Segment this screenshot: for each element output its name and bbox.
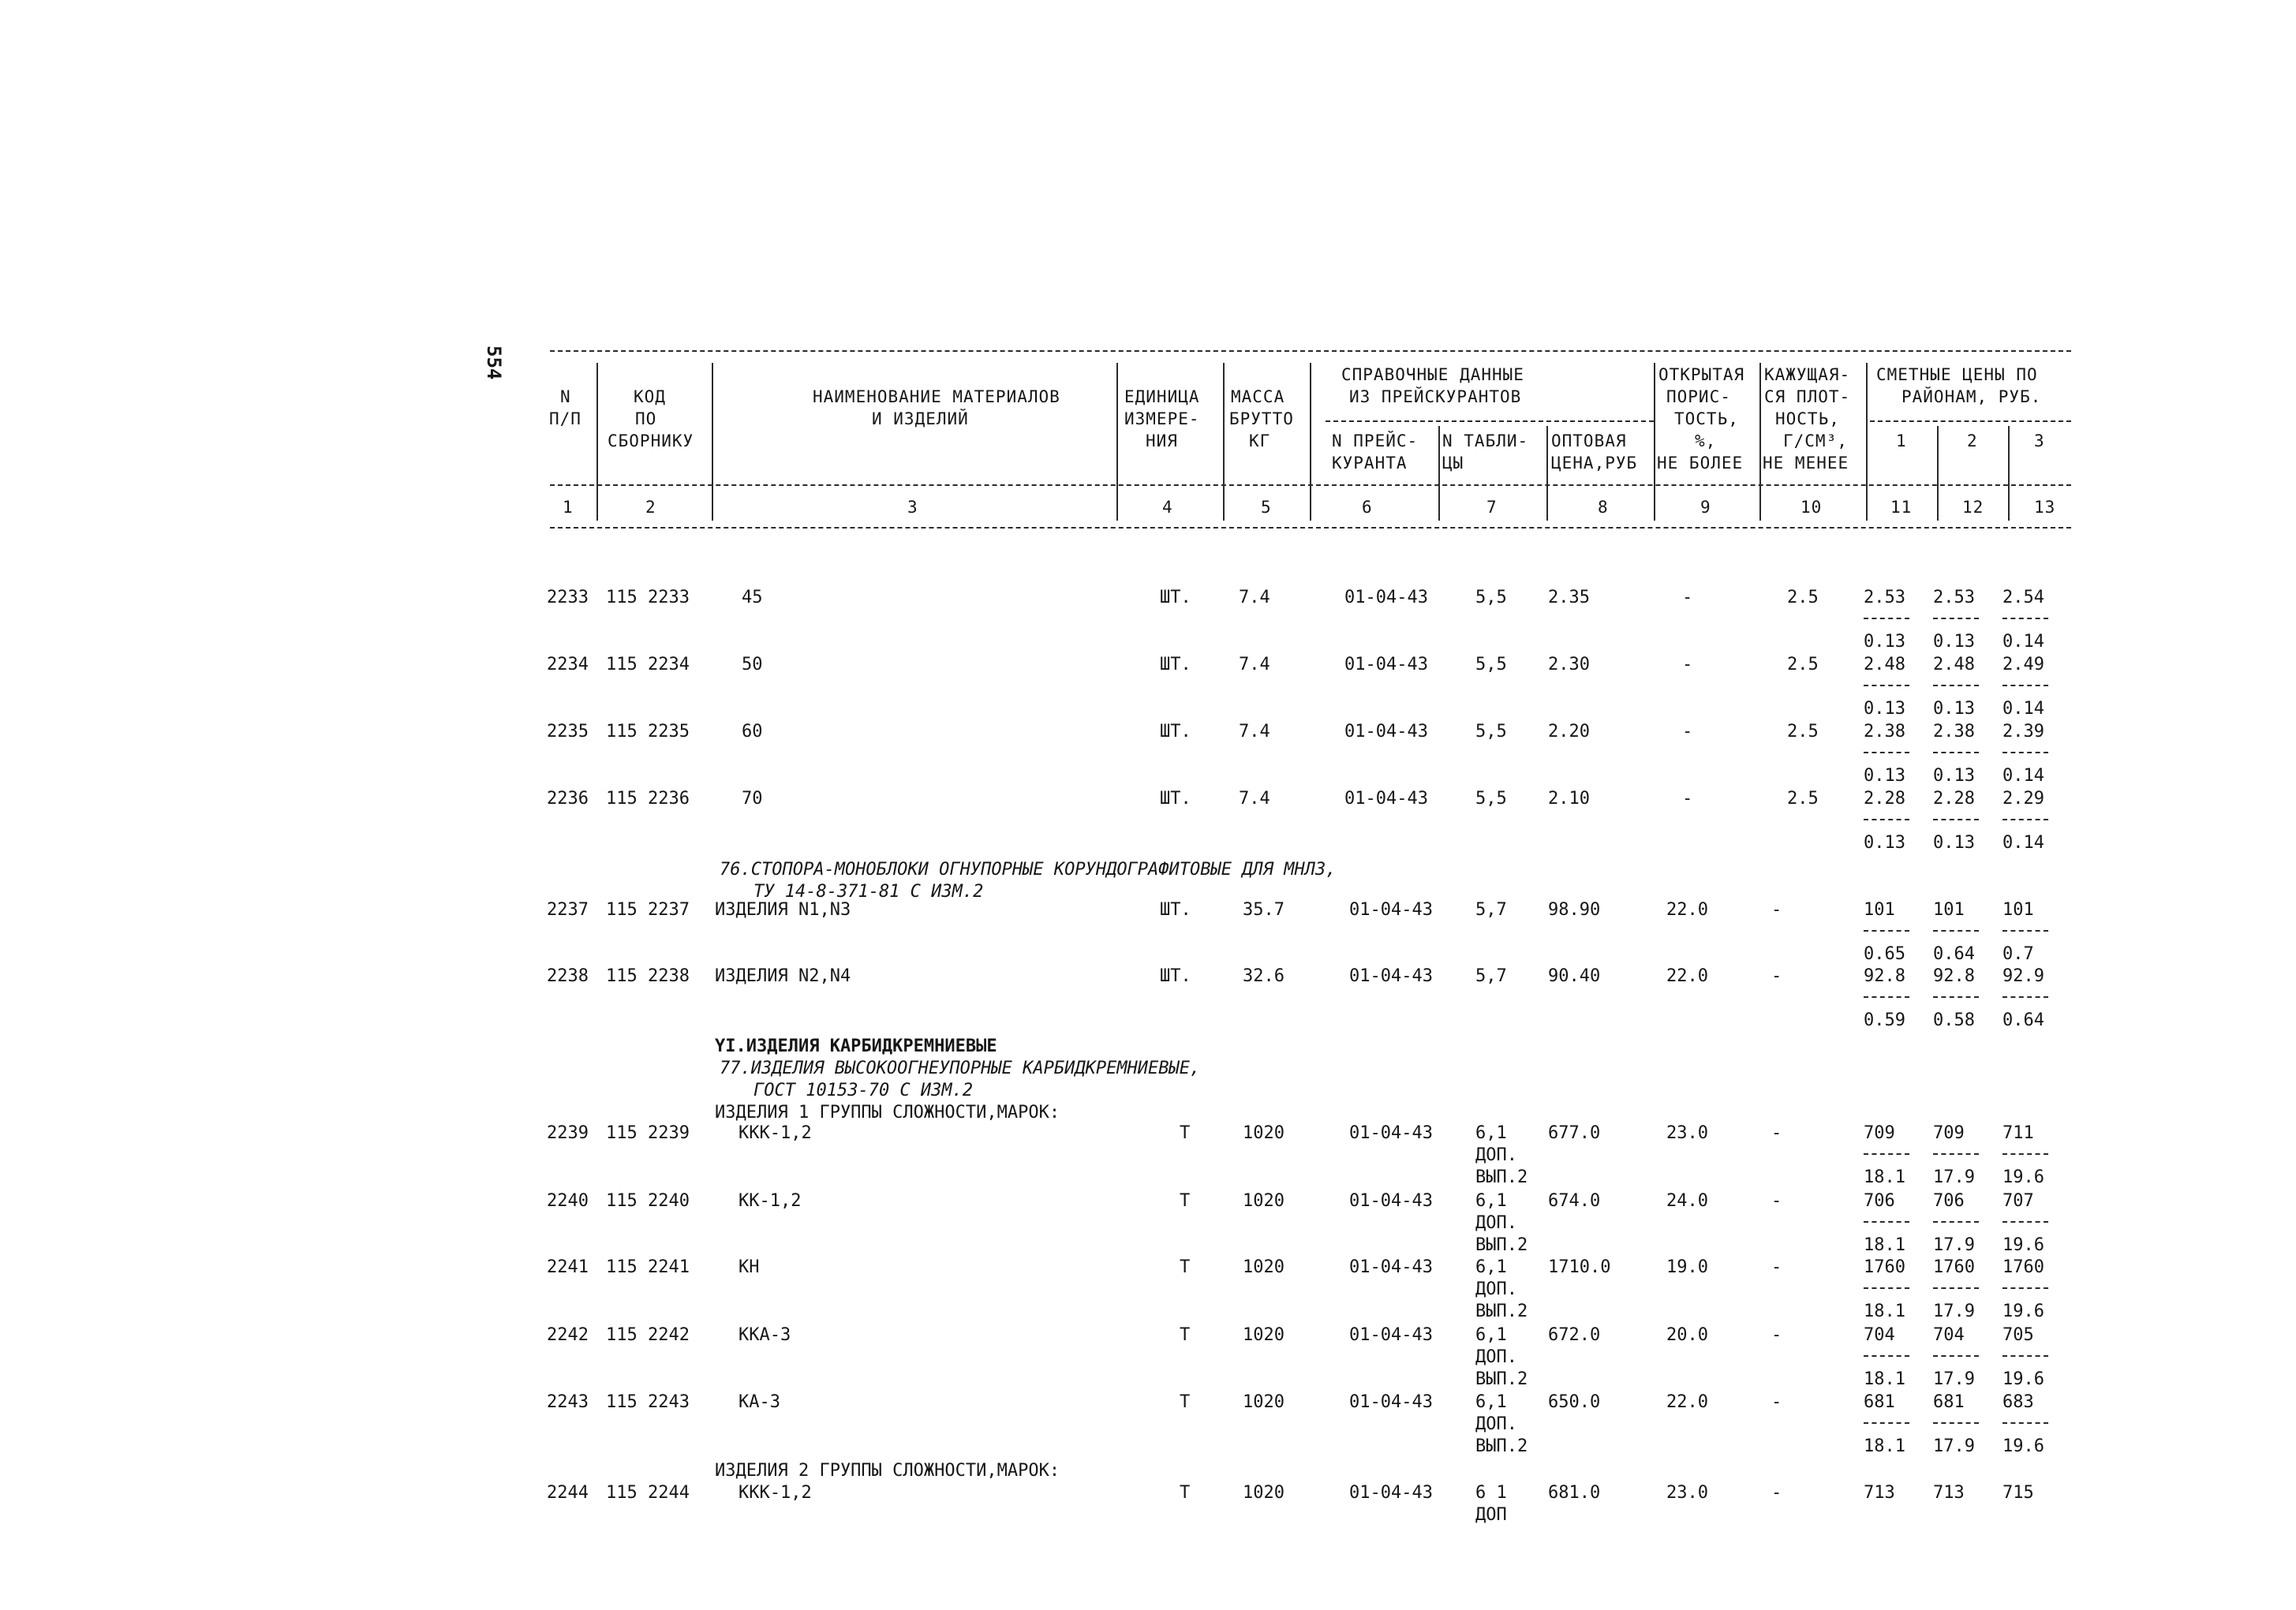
fraction-rule bbox=[1933, 1422, 1979, 1424]
row-transport-2: 0.13 bbox=[1933, 699, 1975, 719]
row-pricelist: 01-04-43 bbox=[1349, 1483, 1433, 1503]
row-transport-3: 0.7 bbox=[2002, 944, 2034, 964]
row-density: - bbox=[1771, 1257, 1782, 1277]
fraction-rule bbox=[1864, 685, 1909, 686]
group-2-label: ИЗДЕЛИЯ 2 ГРУППЫ СЛОЖНОСТИ,МАРОК: bbox=[715, 1461, 1060, 1481]
row-unit: ШТ. bbox=[1160, 900, 1191, 920]
price-group-label: СМЕТНЫЕ ЦЕНЫ ПО bbox=[1876, 365, 2038, 384]
row-code: 115 2234 bbox=[606, 655, 690, 674]
row-porosity: 22.0 bbox=[1666, 966, 1708, 986]
row-table: 5,5 bbox=[1475, 588, 1507, 607]
col-density-label: КАЖУЩАЯ- bbox=[1764, 365, 1851, 384]
row-porosity: 23.0 bbox=[1666, 1483, 1708, 1503]
fraction-rule bbox=[1864, 752, 1909, 753]
fraction-rule bbox=[1933, 685, 1979, 686]
row-code: 115 2236 bbox=[606, 789, 690, 809]
row-table: 5,5 bbox=[1475, 722, 1507, 741]
colnum-11: 11 bbox=[1890, 498, 1913, 517]
row-price-2: 681 bbox=[1933, 1392, 1965, 1412]
row-price-1: 704 bbox=[1864, 1325, 1895, 1345]
fraction-rule bbox=[1864, 1153, 1909, 1155]
row-mass: 1020 bbox=[1243, 1257, 1284, 1277]
row-price-1: 2.53 bbox=[1864, 588, 1905, 607]
colnum-13: 13 bbox=[2034, 498, 2056, 517]
col-unit-label: ЕДИНИЦА bbox=[1124, 387, 1200, 406]
colnum-10: 10 bbox=[1801, 498, 1823, 517]
row-transport-3: 19.6 bbox=[2002, 1235, 2044, 1255]
row-transport-3: 19.6 bbox=[2002, 1436, 2044, 1456]
row-table: 5,7 bbox=[1475, 900, 1507, 920]
row-price-2: 704 bbox=[1933, 1325, 1965, 1345]
col-pricelist-label: N ПРЕЙС- bbox=[1332, 431, 1419, 450]
fraction-rule bbox=[2002, 752, 2048, 753]
colnum-12: 12 bbox=[1962, 498, 1984, 517]
row-price-1: 101 bbox=[1864, 900, 1895, 920]
row-density: 2.5 bbox=[1787, 655, 1819, 674]
row-price-1: 713 bbox=[1864, 1483, 1895, 1503]
header-bottom-rule bbox=[550, 527, 2071, 529]
ref-group-label: СПРАВОЧНЫЕ ДАННЫЕ bbox=[1341, 365, 1524, 384]
row-price-1: 709 bbox=[1864, 1123, 1895, 1143]
row-wholesale: 681.0 bbox=[1548, 1483, 1601, 1503]
row-pricelist: 01-04-43 bbox=[1349, 1392, 1433, 1412]
row-transport-1: 0.13 bbox=[1864, 766, 1905, 786]
row-density: - bbox=[1771, 966, 1782, 986]
row-number: 2235 bbox=[547, 722, 589, 741]
row-porosity: 23.0 bbox=[1666, 1123, 1708, 1143]
row-table: 6,1 bbox=[1475, 1191, 1507, 1211]
row-name: 70 bbox=[742, 789, 763, 809]
row-price-2: 2.53 bbox=[1933, 588, 1975, 607]
row-table: 6,1 bbox=[1475, 1325, 1507, 1345]
row-transport-2: 17.9 bbox=[1933, 1369, 1975, 1389]
row-transport-3: 0.14 bbox=[2002, 699, 2044, 719]
row-price-3: 2.29 bbox=[2002, 789, 2044, 809]
row-transport-2: 17.9 bbox=[1933, 1302, 1975, 1321]
row-mass: 1020 bbox=[1243, 1392, 1284, 1412]
row-price-2: 713 bbox=[1933, 1483, 1965, 1503]
row-transport-1: 0.59 bbox=[1864, 1010, 1905, 1030]
fraction-rule bbox=[2002, 1422, 2048, 1424]
row-wholesale: 672.0 bbox=[1548, 1325, 1601, 1345]
row-table-note: ДОП bbox=[1475, 1505, 1507, 1525]
row-density: - bbox=[1771, 1483, 1782, 1503]
row-transport-2: 17.9 bbox=[1933, 1235, 1975, 1255]
section-76-spec: ТУ 14-8-371-81 С ИЗМ.2 bbox=[753, 882, 984, 902]
row-table: 5,5 bbox=[1475, 655, 1507, 674]
row-porosity: - bbox=[1682, 722, 1693, 741]
row-pricelist: 01-04-43 bbox=[1349, 1325, 1433, 1345]
row-price-3: 705 bbox=[2002, 1325, 2034, 1345]
row-price-1: 2.28 bbox=[1864, 789, 1905, 809]
row-table: 6,1 bbox=[1475, 1392, 1507, 1412]
col-name-label: НАИМЕНОВАНИЕ МАТЕРИАЛОВ bbox=[813, 387, 1060, 406]
row-price-3: 715 bbox=[2002, 1483, 2034, 1503]
row-table-issue: ВЫП.2 bbox=[1475, 1369, 1528, 1389]
row-code: 115 2240 bbox=[606, 1191, 690, 1211]
fraction-rule bbox=[2002, 1287, 2048, 1289]
row-name: ККК-1,2 bbox=[739, 1483, 812, 1503]
row-code: 115 2239 bbox=[606, 1123, 690, 1143]
row-porosity: 24.0 bbox=[1666, 1191, 1708, 1211]
colnum-9: 9 bbox=[1700, 498, 1711, 517]
row-pricelist: 01-04-43 bbox=[1344, 588, 1428, 607]
row-wholesale: 674.0 bbox=[1548, 1191, 1601, 1211]
row-number: 2241 bbox=[547, 1257, 589, 1277]
row-table: 6,1 bbox=[1475, 1123, 1507, 1143]
row-transport-2: 0.13 bbox=[1933, 632, 1975, 652]
row-code: 115 2233 bbox=[606, 588, 690, 607]
row-price-2: 706 bbox=[1933, 1191, 1965, 1211]
fraction-rule bbox=[1864, 618, 1909, 619]
row-wholesale: 677.0 bbox=[1548, 1123, 1601, 1143]
colnum-3: 3 bbox=[907, 498, 918, 517]
row-table: 5,5 bbox=[1475, 789, 1507, 809]
row-transport-3: 19.6 bbox=[2002, 1302, 2044, 1321]
row-transport-3: 0.14 bbox=[2002, 766, 2044, 786]
fraction-rule bbox=[1864, 1221, 1909, 1223]
row-code: 115 2241 bbox=[606, 1257, 690, 1277]
col-porosity-label: ОТКРЫТАЯ bbox=[1658, 365, 1745, 384]
row-table: 6,1 bbox=[1475, 1257, 1507, 1277]
row-price-2: 2.38 bbox=[1933, 722, 1975, 741]
row-table-note: ДОП. bbox=[1475, 1414, 1517, 1434]
row-table-issue: ВЫП.2 bbox=[1475, 1302, 1528, 1321]
row-wholesale: 2.20 bbox=[1548, 722, 1590, 741]
fraction-rule bbox=[1933, 996, 1979, 998]
fraction-rule bbox=[2002, 1153, 2048, 1155]
group-1-label: ИЗДЕЛИЯ 1 ГРУППЫ СЛОЖНОСТИ,МАРОК: bbox=[715, 1103, 1060, 1123]
row-porosity: - bbox=[1682, 655, 1693, 674]
section-77-title: 77.ИЗДЕЛИЯ ВЫСОКООГНЕУПОРНЫЕ КАРБИДКРЕМНИЕВЫЕ, bbox=[720, 1059, 1201, 1078]
page-number: 554 bbox=[483, 346, 505, 380]
row-table-issue: ВЫП.2 bbox=[1475, 1235, 1528, 1255]
row-density: - bbox=[1771, 1123, 1782, 1143]
colnum-6: 6 bbox=[1362, 498, 1373, 517]
colnum-1: 1 bbox=[563, 498, 574, 517]
fraction-rule bbox=[2002, 819, 2048, 820]
row-table-issue: ВЫП.2 bbox=[1475, 1436, 1528, 1456]
row-number: 2234 bbox=[547, 655, 589, 674]
fraction-rule bbox=[2002, 930, 2048, 932]
row-code: 115 2238 bbox=[606, 966, 690, 986]
row-pricelist: 01-04-43 bbox=[1349, 1123, 1433, 1143]
district-3-label: 3 bbox=[2034, 431, 2045, 450]
section-77-spec: ГОСТ 10153-70 С ИЗМ.2 bbox=[753, 1081, 974, 1100]
fraction-rule bbox=[1933, 1287, 1979, 1289]
row-mass: 1020 bbox=[1243, 1483, 1284, 1503]
fraction-rule bbox=[2002, 685, 2048, 686]
row-price-2: 92.8 bbox=[1933, 966, 1975, 986]
row-name: ИЗДЕЛИЯ N2,N4 bbox=[715, 966, 851, 986]
row-pricelist: 01-04-43 bbox=[1349, 1191, 1433, 1211]
row-transport-1: 0.13 bbox=[1864, 699, 1905, 719]
row-pricelist: 01-04-43 bbox=[1349, 900, 1433, 920]
row-price-3: 683 bbox=[2002, 1392, 2034, 1412]
row-transport-1: 18.1 bbox=[1864, 1167, 1905, 1187]
row-pricelist: 01-04-43 bbox=[1349, 1257, 1433, 1277]
row-table: 6 1 bbox=[1475, 1483, 1507, 1503]
row-price-3: 2.49 bbox=[2002, 655, 2044, 674]
row-unit: ШТ. bbox=[1160, 722, 1191, 741]
row-number: 2244 bbox=[547, 1483, 589, 1503]
row-price-3: 101 bbox=[2002, 900, 2034, 920]
row-price-2: 1760 bbox=[1933, 1257, 1975, 1277]
row-price-3: 1760 bbox=[2002, 1257, 2044, 1277]
row-mass: 1020 bbox=[1243, 1325, 1284, 1345]
col-num-label: N bbox=[560, 387, 571, 406]
row-unit: Т bbox=[1180, 1257, 1191, 1277]
row-mass: 32.6 bbox=[1243, 966, 1284, 986]
row-code: 115 2235 bbox=[606, 722, 690, 741]
row-transport-1: 18.1 bbox=[1864, 1235, 1905, 1255]
fraction-rule bbox=[1864, 819, 1909, 820]
row-number: 2240 bbox=[547, 1191, 589, 1211]
row-price-2: 2.28 bbox=[1933, 789, 1975, 809]
row-table-note: ДОП. bbox=[1475, 1145, 1517, 1165]
price-group-rule bbox=[1870, 420, 2071, 422]
row-wholesale: 650.0 bbox=[1548, 1392, 1601, 1412]
row-mass: 7.4 bbox=[1239, 722, 1270, 741]
row-mass: 1020 bbox=[1243, 1123, 1284, 1143]
row-name: КА-3 bbox=[739, 1392, 780, 1412]
row-density: 2.5 bbox=[1787, 588, 1819, 607]
row-transport-3: 0.14 bbox=[2002, 632, 2044, 652]
row-transport-2: 0.13 bbox=[1933, 833, 1975, 853]
colnum-2: 2 bbox=[645, 498, 656, 517]
fraction-rule bbox=[1933, 930, 1979, 932]
row-mass: 7.4 bbox=[1239, 789, 1270, 809]
row-wholesale: 90.40 bbox=[1548, 966, 1601, 986]
fraction-rule bbox=[1933, 1153, 1979, 1155]
row-number: 2236 bbox=[547, 789, 589, 809]
row-density: 2.5 bbox=[1787, 789, 1819, 809]
row-price-2: 101 bbox=[1933, 900, 1965, 920]
row-name: 50 bbox=[742, 655, 763, 674]
row-porosity: 22.0 bbox=[1666, 1392, 1708, 1412]
row-porosity: 19.0 bbox=[1666, 1257, 1708, 1277]
row-unit: ШТ. bbox=[1160, 966, 1191, 986]
row-transport-2: 17.9 bbox=[1933, 1167, 1975, 1187]
row-mass: 7.4 bbox=[1239, 588, 1270, 607]
district-1-label: 1 bbox=[1896, 431, 1907, 450]
fraction-rule bbox=[1933, 618, 1979, 619]
row-unit: ШТ. bbox=[1160, 789, 1191, 809]
fraction-rule bbox=[1933, 1221, 1979, 1223]
row-transport-3: 0.14 bbox=[2002, 833, 2044, 853]
district-2-label: 2 bbox=[1967, 431, 1978, 450]
row-table-note: ДОП. bbox=[1475, 1347, 1517, 1367]
col-code-label: КОД bbox=[634, 387, 666, 406]
row-unit: Т bbox=[1180, 1392, 1191, 1412]
row-transport-1: 0.13 bbox=[1864, 833, 1905, 853]
row-wholesale: 98.90 bbox=[1548, 900, 1601, 920]
header-top-rule bbox=[550, 350, 2071, 352]
fraction-rule bbox=[2002, 618, 2048, 619]
row-price-1: 92.8 bbox=[1864, 966, 1905, 986]
row-table-note: ДОП. bbox=[1475, 1279, 1517, 1299]
fraction-rule bbox=[1864, 1355, 1909, 1357]
row-mass: 7.4 bbox=[1239, 655, 1270, 674]
row-name: КК-1,2 bbox=[739, 1191, 802, 1211]
row-table-issue: ВЫП.2 bbox=[1475, 1167, 1528, 1187]
row-density: - bbox=[1771, 1325, 1782, 1345]
row-wholesale: 2.35 bbox=[1548, 588, 1590, 607]
row-name: 60 bbox=[742, 722, 763, 741]
row-unit: Т bbox=[1180, 1483, 1191, 1503]
fraction-rule bbox=[2002, 1355, 2048, 1357]
row-transport-2: 17.9 bbox=[1933, 1436, 1975, 1456]
fraction-rule bbox=[1864, 1287, 1909, 1289]
fraction-rule bbox=[1864, 996, 1909, 998]
fraction-rule bbox=[1933, 819, 1979, 820]
row-price-1: 1760 bbox=[1864, 1257, 1905, 1277]
row-price-2: 2.48 bbox=[1933, 655, 1975, 674]
row-porosity: 22.0 bbox=[1666, 900, 1708, 920]
row-transport-2: 0.13 bbox=[1933, 766, 1975, 786]
row-name: ККК-1,2 bbox=[739, 1123, 812, 1143]
row-transport-1: 18.1 bbox=[1864, 1369, 1905, 1389]
row-code: 115 2243 bbox=[606, 1392, 690, 1412]
row-density: - bbox=[1771, 900, 1782, 920]
fraction-rule bbox=[1864, 1422, 1909, 1424]
row-mass: 1020 bbox=[1243, 1191, 1284, 1211]
row-price-3: 707 bbox=[2002, 1191, 2034, 1211]
col-wholesale-label: ОПТОВАЯ bbox=[1551, 431, 1627, 450]
row-table: 5,7 bbox=[1475, 966, 1507, 986]
section-76-title: 76.СТОПОРА-МОНОБЛОКИ ОГНУПОРНЫЕ КОРУНДОГРАФИТОВЫЕ ДЛЯ МНЛЗ, bbox=[720, 860, 1337, 880]
row-price-3: 711 bbox=[2002, 1123, 2034, 1143]
row-transport-2: 0.58 bbox=[1933, 1010, 1975, 1030]
row-transport-3: 19.6 bbox=[2002, 1167, 2044, 1187]
col-mass-label: МАССА bbox=[1231, 387, 1285, 406]
row-number: 2242 bbox=[547, 1325, 589, 1345]
row-density: - bbox=[1771, 1392, 1782, 1412]
row-unit: Т bbox=[1180, 1325, 1191, 1345]
row-transport-1: 18.1 bbox=[1864, 1436, 1905, 1456]
row-number: 2243 bbox=[547, 1392, 589, 1412]
row-transport-1: 0.65 bbox=[1864, 944, 1905, 964]
row-name: КН bbox=[739, 1257, 760, 1277]
row-wholesale: 2.10 bbox=[1548, 789, 1590, 809]
colnum-5: 5 bbox=[1261, 498, 1272, 517]
row-code: 115 2237 bbox=[606, 900, 690, 920]
row-price-3: 2.54 bbox=[2002, 588, 2044, 607]
row-pricelist: 01-04-43 bbox=[1344, 722, 1428, 741]
row-pricelist: 01-04-43 bbox=[1349, 966, 1433, 986]
row-unit: Т bbox=[1180, 1191, 1191, 1211]
ref-group-rule bbox=[1326, 420, 1654, 422]
row-price-3: 92.9 bbox=[2002, 966, 2044, 986]
row-unit: ШТ. bbox=[1160, 655, 1191, 674]
row-code: 115 2242 bbox=[606, 1325, 690, 1345]
row-porosity: - bbox=[1682, 789, 1693, 809]
row-price-1: 706 bbox=[1864, 1191, 1895, 1211]
row-price-3: 2.39 bbox=[2002, 722, 2044, 741]
row-porosity: 20.0 bbox=[1666, 1325, 1708, 1345]
row-table-note: ДОП. bbox=[1475, 1213, 1517, 1233]
row-number: 2237 bbox=[547, 900, 589, 920]
row-number: 2239 bbox=[547, 1123, 589, 1143]
fraction-rule bbox=[1864, 930, 1909, 932]
colnum-8: 8 bbox=[1598, 498, 1609, 517]
row-porosity: - bbox=[1682, 588, 1693, 607]
row-wholesale: 1710.0 bbox=[1548, 1257, 1611, 1277]
row-code: 115 2244 bbox=[606, 1483, 690, 1503]
col-table-label: N ТАБЛИ- bbox=[1442, 431, 1529, 450]
row-pricelist: 01-04-43 bbox=[1344, 789, 1428, 809]
row-unit: Т bbox=[1180, 1123, 1191, 1143]
row-density: 2.5 bbox=[1787, 722, 1819, 741]
row-mass: 35.7 bbox=[1243, 900, 1284, 920]
row-price-1: 2.38 bbox=[1864, 722, 1905, 741]
fraction-rule bbox=[1933, 1355, 1979, 1357]
row-name: ККА-3 bbox=[739, 1325, 791, 1345]
chapter-title: YI.ИЗДЕЛИЯ КАРБИДКРЕМНИЕВЫЕ bbox=[715, 1037, 997, 1056]
fraction-rule bbox=[2002, 996, 2048, 998]
row-transport-2: 0.64 bbox=[1933, 944, 1975, 964]
row-unit: ШТ. bbox=[1160, 588, 1191, 607]
colnum-4: 4 bbox=[1162, 498, 1173, 517]
row-number: 2233 bbox=[547, 588, 589, 607]
row-transport-1: 18.1 bbox=[1864, 1302, 1905, 1321]
row-transport-3: 19.6 bbox=[2002, 1369, 2044, 1389]
fraction-rule bbox=[1933, 752, 1979, 753]
row-price-1: 681 bbox=[1864, 1392, 1895, 1412]
row-number: 2238 bbox=[547, 966, 589, 986]
row-pricelist: 01-04-43 bbox=[1344, 655, 1428, 674]
row-name: 45 bbox=[742, 588, 763, 607]
row-density: - bbox=[1771, 1191, 1782, 1211]
row-price-1: 2.48 bbox=[1864, 655, 1905, 674]
row-transport-3: 0.64 bbox=[2002, 1010, 2044, 1030]
row-transport-1: 0.13 bbox=[1864, 632, 1905, 652]
colnum-7: 7 bbox=[1486, 498, 1498, 517]
row-wholesale: 2.30 bbox=[1548, 655, 1590, 674]
row-price-2: 709 bbox=[1933, 1123, 1965, 1143]
fraction-rule bbox=[2002, 1221, 2048, 1223]
row-name: ИЗДЕЛИЯ N1,N3 bbox=[715, 900, 851, 920]
